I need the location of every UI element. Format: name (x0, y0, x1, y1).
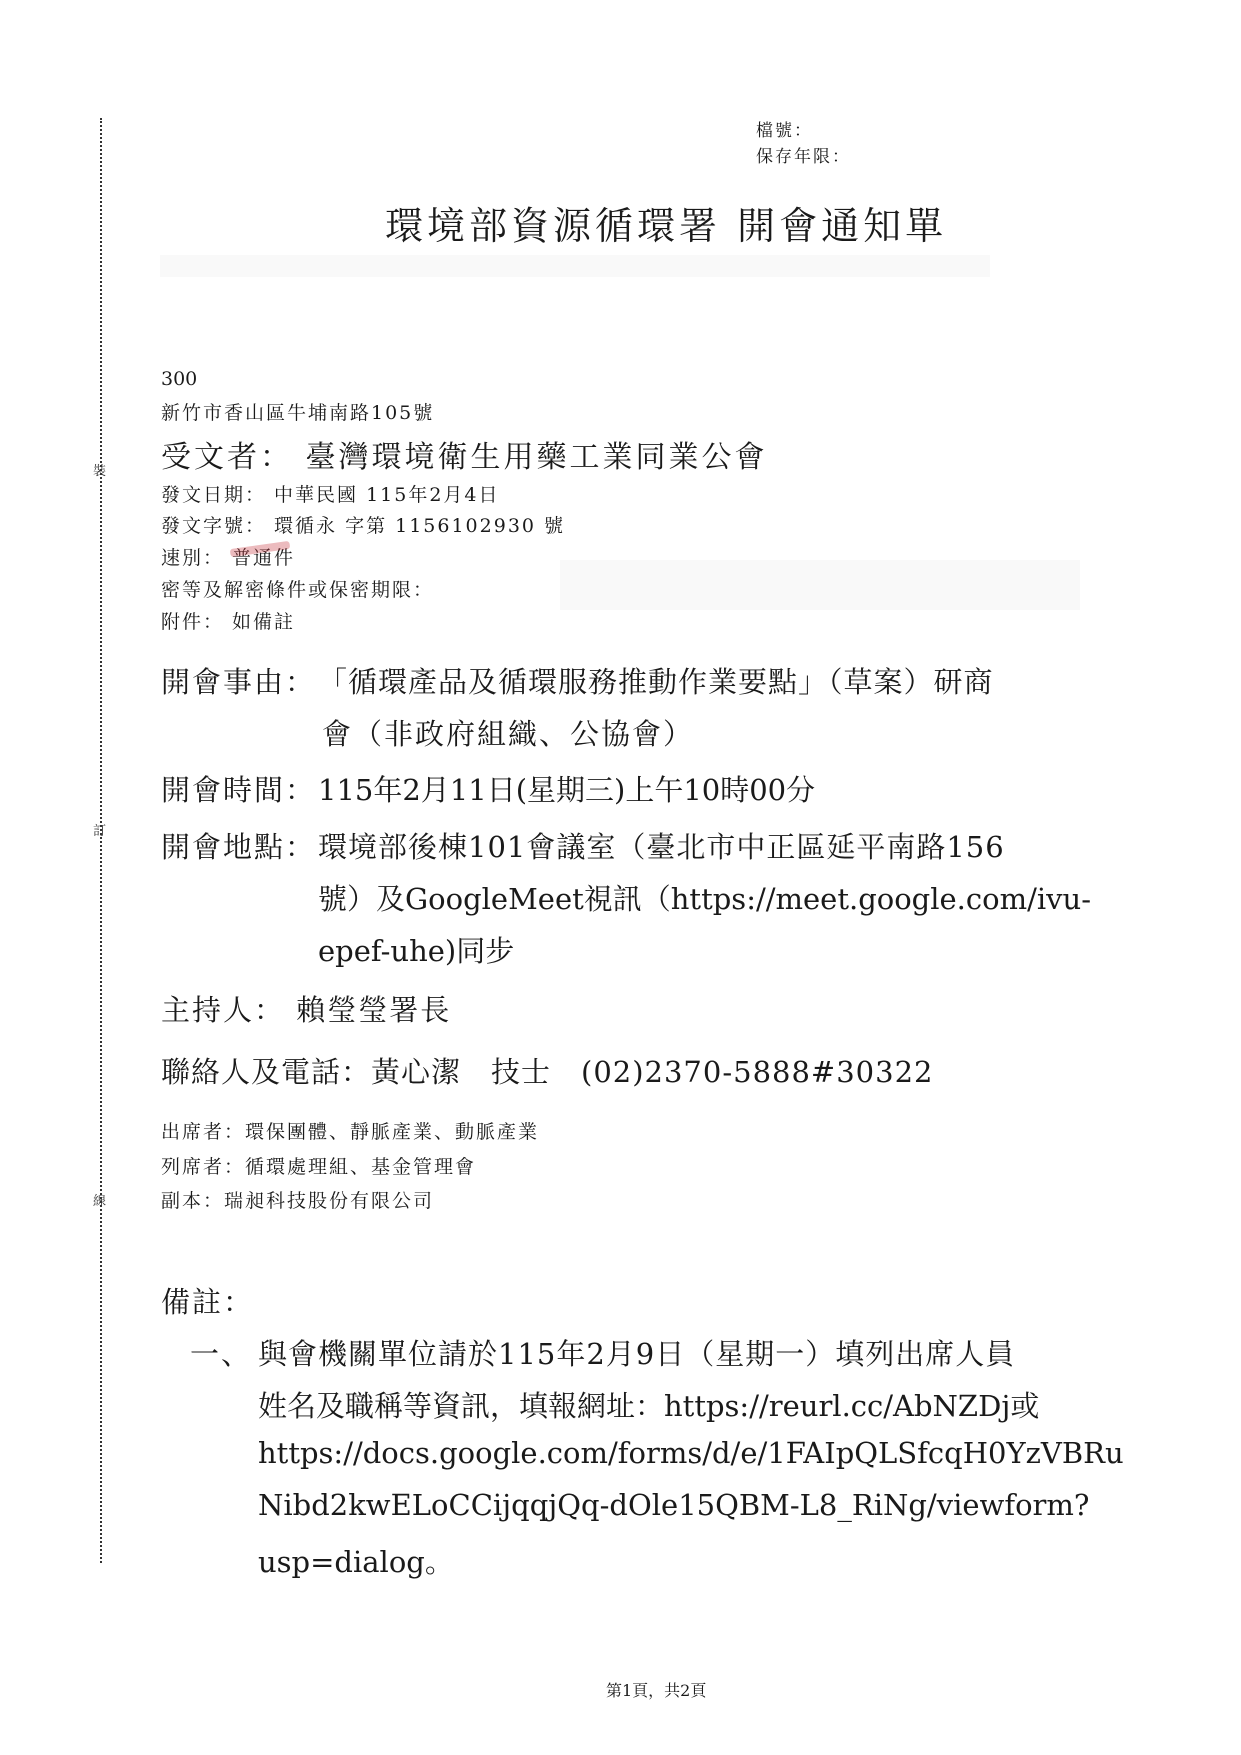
contact-person-phone: 聯絡人及電話：黃心潔 技士 (02)2370-5888#30322 (161, 1055, 934, 1089)
retention-period-label: 保存年限： (756, 147, 851, 167)
postal-code: 300 (161, 368, 198, 390)
meeting-place-line1: 環境部後棟101會議室（臺北市中正區延平南路156 (318, 830, 1005, 864)
bleed-through (560, 560, 1080, 610)
meeting-time-label: 開會時間： (161, 773, 317, 807)
binding-char-zhuang: 裝 (93, 464, 107, 479)
delivery-speed: 速別： 普通件 (161, 547, 296, 569)
notes-label: 備註： (161, 1285, 255, 1319)
security-classification: 密等及解密條件或保密期限： (161, 579, 435, 601)
note-item-prefix: 一、 (190, 1337, 253, 1371)
recipient-value: 臺灣環境衛生用藥工業同業公會 (305, 440, 768, 475)
meeting-reason-line1: 「循環產品及循環服務推動作業要點」（草案）研商 (318, 665, 994, 699)
binding-line (100, 118, 102, 1563)
recipient-label: 受文者： (161, 440, 293, 475)
document-title: 環境部資源循環署 開會通知單 (385, 204, 948, 248)
note-line4: Nibd2kwELoCCijqqjQq-dOle15QBM-L8_RiNg/viewform? (258, 1488, 1090, 1522)
meeting-host: 主持人： 賴瑩瑩署長 (161, 993, 452, 1027)
note-line5: usp=dialog。 (258, 1545, 454, 1579)
note-line1: 與會機關單位請於115年2月9日（星期一）填列出席人員 (258, 1337, 1016, 1371)
sender-address: 新竹市香山區牛埔南路105號 (161, 402, 435, 424)
meeting-reason-line2: 會（非政府組織、公協會） (322, 717, 695, 751)
copy-recipients: 副本：瑞昶科技股份有限公司 (161, 1190, 435, 1212)
meeting-time-value: 115年2月11日(星期三)上午10時00分 (318, 773, 816, 807)
file-number-label: 檔號： (756, 121, 813, 141)
issue-date: 發文日期： 中華民國 115年2月4日 (161, 484, 500, 506)
meeting-reason-label: 開會事由： (161, 665, 317, 699)
document-number: 發文字號： 環循永 字第 1156102930 號 (161, 515, 566, 537)
recipient (161, 432, 768, 476)
bleed-through (160, 255, 990, 277)
binding-char-xian: 線 (93, 1194, 107, 1209)
note-line3: https://docs.google.com/forms/d/e/1FAIpQLSfcqH0YzVBRu (258, 1436, 1124, 1470)
meeting-place-line2: 號）及GoogleMeet視訊（https://meet.google.com/ivu- (318, 882, 1092, 916)
page-number: 第1頁，共2頁 (606, 1681, 707, 1700)
meeting-place-label: 開會地點： (161, 830, 317, 864)
note-line2: 姓名及職稱等資訊，填報網址：https://reurl.cc/AbNZDj或 (258, 1389, 1040, 1423)
meeting-place-line3: epef-uhe)同步 (318, 934, 515, 968)
attendees: 出席者：環保團體、靜脈產業、動脈產業 (161, 1121, 540, 1143)
binding-char-ding: 訂 (93, 824, 107, 839)
observers: 列席者：循環處理組、基金管理會 (161, 1156, 477, 1178)
attachments: 附件： 如備註 (161, 611, 296, 633)
